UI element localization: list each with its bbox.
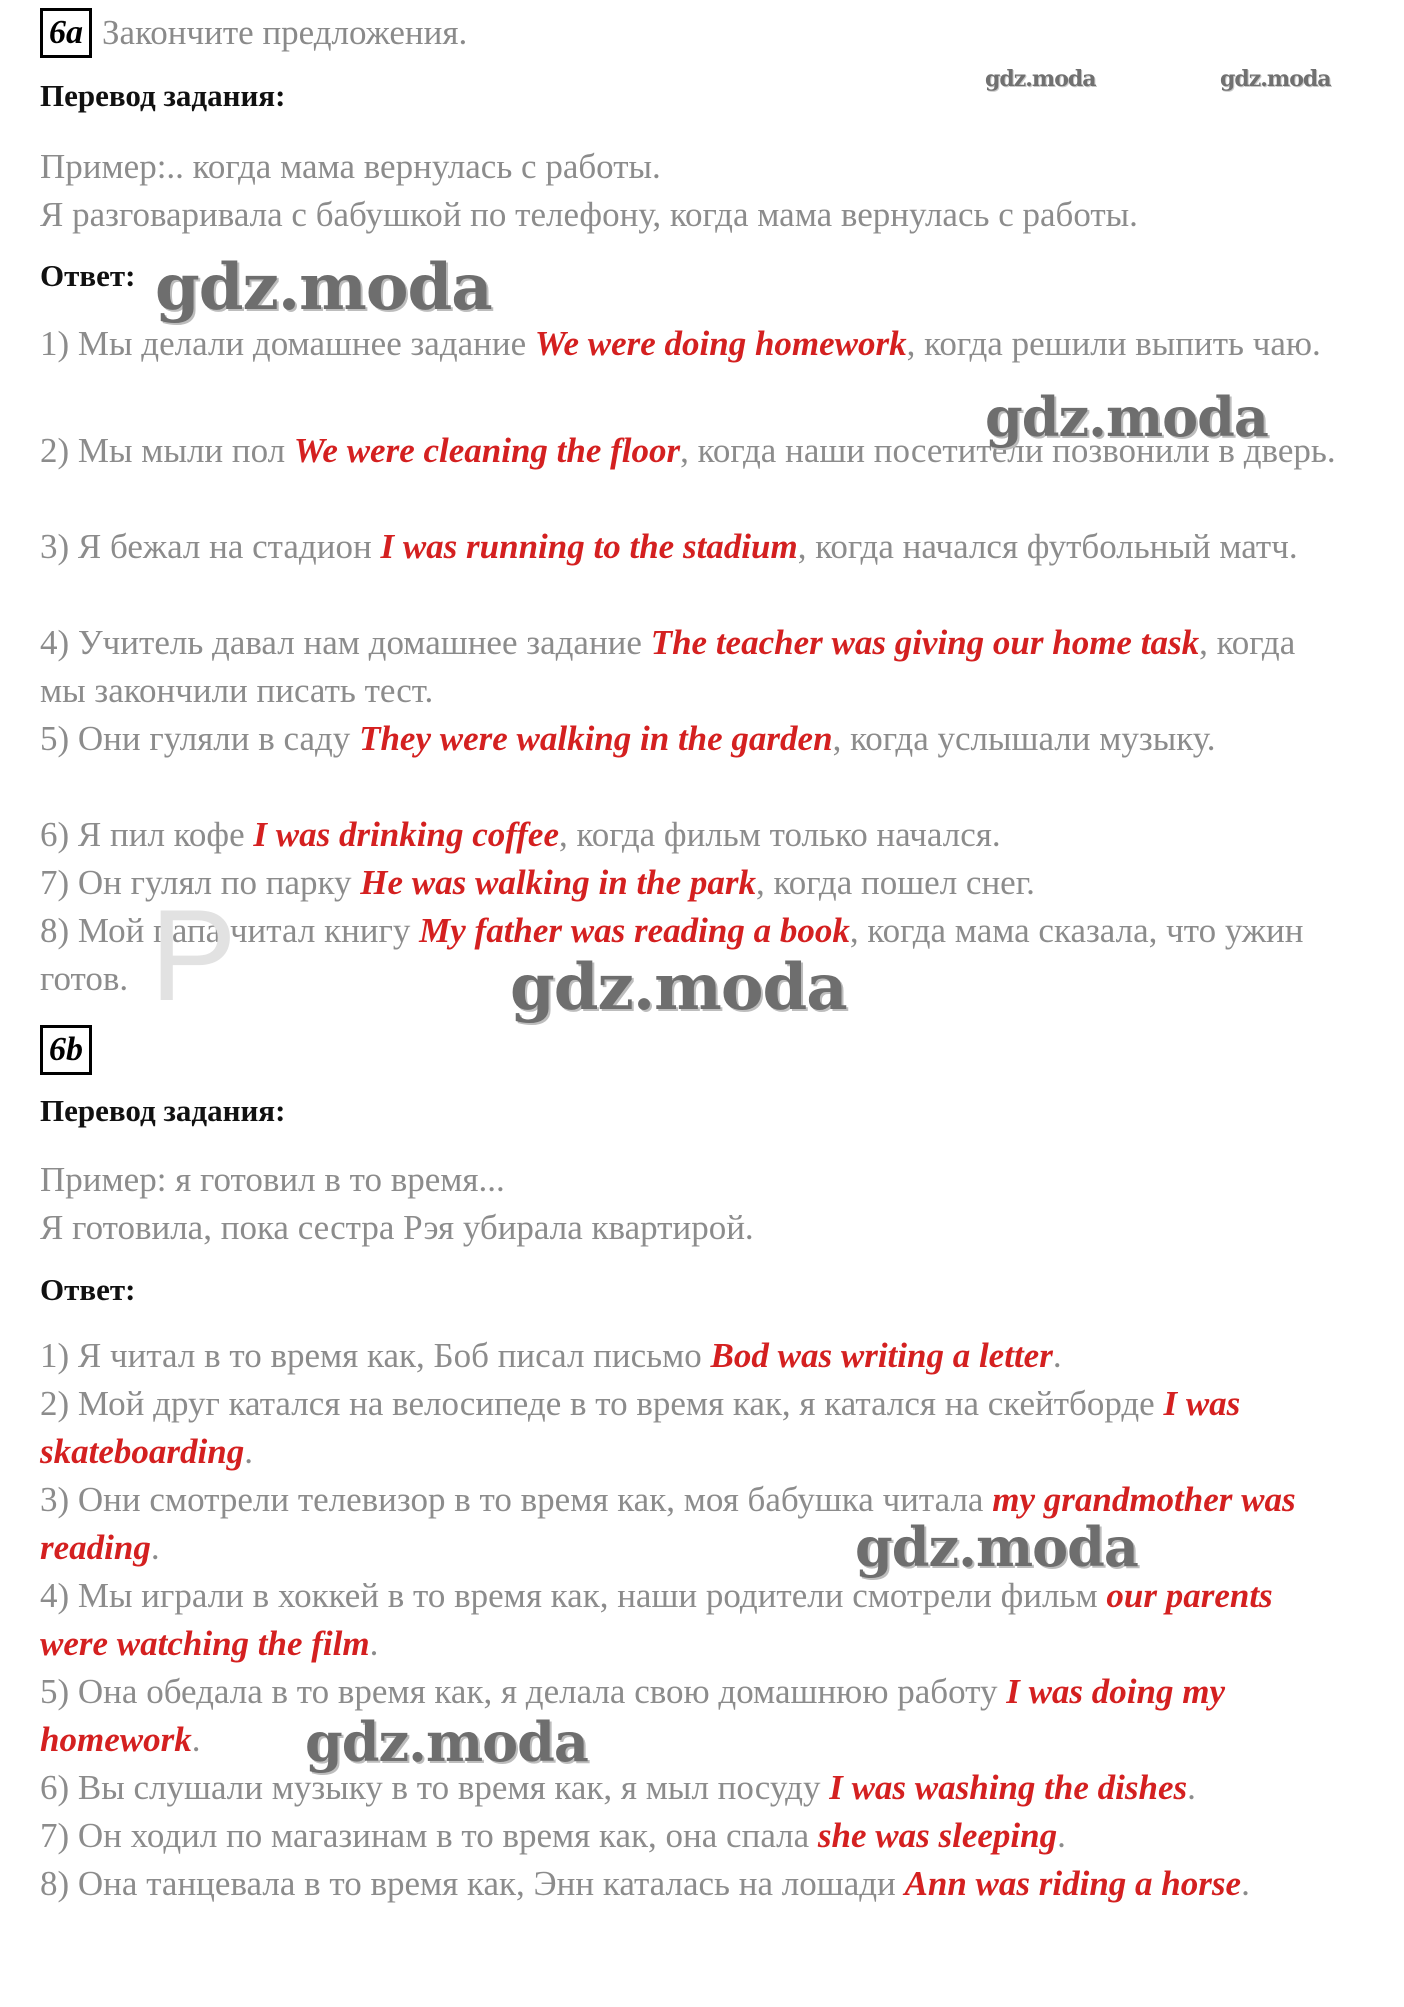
- answer-text: 5) Она обедала в то время как, я делала свою домашнюю работу: [40, 1672, 1007, 1711]
- answer-english: I was skateboarding: [40, 1384, 1241, 1471]
- answer-english: I was doing my homework: [40, 1672, 1225, 1759]
- answer-text: , когда мама сказала, что ужин готов.: [40, 911, 1304, 998]
- answer-text: 5) Они гуляли в саду: [40, 719, 360, 758]
- exercise-6b-answer-6: [40, 1764, 1340, 1812]
- answer-text: 2) Мой друг катался на велосипеде в то время как, я катался на скейтборде: [40, 1384, 1164, 1423]
- watermark-5: gdz.moda: [305, 1710, 588, 1774]
- answer-text: .: [150, 1528, 160, 1567]
- answer-english: I was drinking coffee: [253, 815, 559, 854]
- answer-text: 2) Мы мыли пол: [40, 431, 294, 470]
- answer-text: 4) Учитель давал нам домашнее задание: [40, 623, 651, 662]
- watermark-1: gdz.moda: [155, 250, 492, 325]
- answer-text: , когда решили выпить чаю.: [906, 324, 1321, 363]
- answer-english: I was running to the stadium: [380, 527, 798, 566]
- answer-text: .: [369, 1624, 379, 1663]
- answer-english: They were walking in the garden: [359, 719, 833, 758]
- exercise-6b-badge: 6b: [40, 1025, 92, 1075]
- exercise-6a-answer-4: [40, 619, 1340, 715]
- exercise-6a-title: Закончите предложения.: [102, 13, 468, 52]
- exercise-6b-answer-1: [40, 1332, 1340, 1380]
- exercise-6a-answer-5: [40, 715, 1340, 763]
- answer-text: 8) Мой папа читал книгу: [40, 911, 420, 950]
- answer-text: 6) Вы слушали музыку в то время как, я мыл посуду: [40, 1768, 830, 1807]
- watermark-3: gdz.moda: [510, 950, 847, 1025]
- answer-text: 1) Мы делали домашнее задание: [40, 324, 535, 363]
- exercise-6b-answer-label: Ответ:: [40, 1272, 136, 1307]
- answer-english: We were doing homework: [534, 324, 907, 363]
- answer-text: 8) Она танцевала в то время как, Энн каталась на лошади: [40, 1864, 905, 1903]
- exercise-6b-answer-2: [40, 1380, 1340, 1476]
- answer-text: 3) Я бежал на стадион: [40, 527, 381, 566]
- answer-text: , когда фильм только начался.: [559, 815, 1001, 854]
- watermark-small-1: gdz.moda: [985, 66, 1096, 92]
- answer-text: , когда мы закончили писать тест.: [40, 623, 1296, 710]
- exercise-6b-example-line-1: Пример: я готовил в то время...: [40, 1160, 505, 1199]
- exercise-6b-answer-5: [40, 1668, 1340, 1764]
- exercise-6a-badge: 6a: [40, 8, 92, 58]
- exercise-6a-answer-label: Ответ:: [40, 258, 136, 293]
- exercise-6b-header: [40, 1025, 92, 1075]
- ghost-watermark-letter: P: [150, 882, 237, 1028]
- answer-english: I was washing the dishes: [829, 1768, 1188, 1807]
- answer-text: 4) Мы играли в хоккей в то время как, наши родители смотрели фильм: [40, 1576, 1107, 1615]
- exercise-6b-answer-3: [40, 1476, 1340, 1572]
- watermark-small-2: gdz.moda: [1220, 66, 1331, 92]
- answer-text: 7) Он ходил по магазинам в то время как, она спала: [40, 1816, 818, 1855]
- answer-english: my grandmother was reading: [40, 1480, 1296, 1567]
- answer-english: The teacher was giving our home task: [650, 623, 1200, 662]
- answer-text: 6) Я пил кофе: [40, 815, 254, 854]
- exercise-6a-example-line-2: Я разговаривала с бабушкой по телефону, когда мама вернулась с работы.: [40, 195, 1138, 234]
- answer-text: .: [191, 1720, 201, 1759]
- watermark-4: gdz.moda: [855, 1515, 1138, 1579]
- exercise-6a-example-line-1: Пример:.. когда мама вернулась с работы.: [40, 147, 661, 186]
- answer-english: our parents were watching the film: [40, 1576, 1273, 1663]
- answer-english: We were cleaning the floor: [293, 431, 681, 470]
- exercise-6a-answer-3: [40, 523, 1340, 571]
- answer-text: , когда начался футбольный матч.: [797, 527, 1298, 566]
- answer-text: , когда услышали музыку.: [832, 719, 1216, 758]
- exercise-6a-header: [40, 8, 467, 58]
- answer-text: .: [1187, 1768, 1196, 1807]
- answer-text: 3) Они смотрели телевизор в то время как, моя бабушка читала: [40, 1480, 993, 1519]
- answer-english: Ann was riding a horse: [904, 1864, 1242, 1903]
- answer-text: 7) Он гулял по парку: [40, 863, 361, 902]
- exercise-6b-translation-label: Перевод задания:: [40, 1093, 286, 1128]
- answer-english: she was sleeping: [817, 1816, 1058, 1855]
- answer-english: He was walking in the park: [360, 863, 757, 902]
- exercise-6b-answer-8: [40, 1860, 1340, 1908]
- answer-text: , когда пошел снег.: [756, 863, 1035, 902]
- answer-english: My father was reading a book: [419, 911, 850, 950]
- answer-english: Bod was writing a letter: [710, 1336, 1053, 1375]
- answer-text: .: [1052, 1336, 1062, 1375]
- exercise-6a-translation-label: Перевод задания:: [40, 78, 286, 113]
- answer-text: , когда наши посетители позвонили в дверь.: [680, 431, 1336, 470]
- exercise-6b-answer-4: [40, 1572, 1340, 1668]
- answer-text: .: [1241, 1864, 1250, 1903]
- watermark-2: gdz.moda: [985, 385, 1268, 449]
- exercise-6a-answer-6: [40, 811, 1340, 859]
- exercise-6b-example-line-2: Я готовила, пока сестра Рэя убирала квартирой.: [40, 1208, 754, 1247]
- answer-text: .: [244, 1432, 253, 1471]
- answer-text: .: [1057, 1816, 1066, 1855]
- answer-text: 1) Я читал в то время как, Боб писал письмо: [40, 1336, 711, 1375]
- exercise-6a-answer-1: [40, 320, 1340, 368]
- exercise-6b-answer-7: [40, 1812, 1340, 1860]
